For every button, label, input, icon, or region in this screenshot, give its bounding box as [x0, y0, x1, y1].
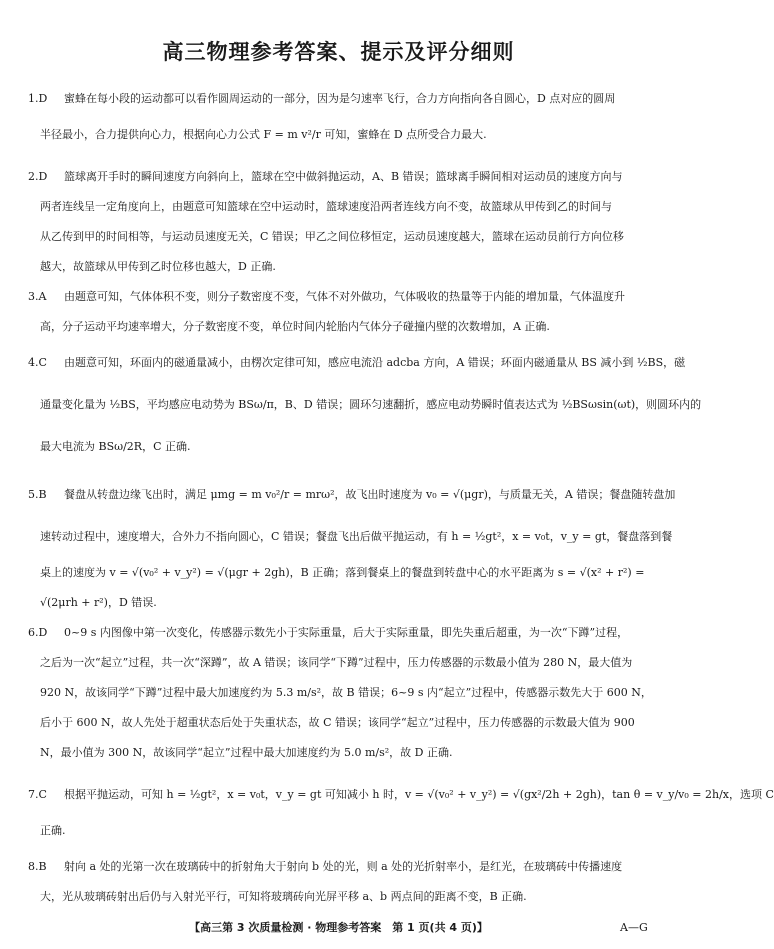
answer-line: 桌上的速度为 v = √(v₀² + v_y²) = √(μgr + 2gh)，B 正确；落到餐桌上的餐盘到转盘中心的水平距离为 s = √(x² + r²) =	[40, 566, 645, 579]
answer-item-1	[0, 84, 677, 156]
answer-line: 通量变化量为 ½BS，平均感应电动势为 BSω/π，B、D 错误；圆环匀速翻折，感应电动势瞬时值表达式为 ½BSωsin(ωt)，则圆环内的	[40, 398, 702, 411]
answer-line: N，最小值为 300 N，故该同学“起立”过程中最大加速度约为 5.0 m/s²，故 D 正确.	[40, 746, 453, 759]
answer-item-7	[0, 774, 774, 846]
answer-line: 越大，故篮球从甲传到乙时位移也越大，D 正确.	[40, 260, 276, 273]
footer-code: A—G	[620, 921, 648, 934]
answer-line: 最大电流为 BSω/2R，C 正确.	[40, 440, 191, 453]
answer-line: 蜜蜂在每小段的运动都可以看作圆周运动的一部分，因为是匀速率飞行，合力方向指向各自圆心，D 点对应的圆周	[64, 92, 616, 105]
answer-item-4	[0, 342, 702, 468]
answer-line: 0~9 s 内图像中第一次变化，传感器示数先小于实际重量，后大于实际重量，即先失重后超重，为一次“下蹲”过程，	[64, 626, 629, 639]
answer-line: 由题意可知，环面内的磁通量减小，由楞次定律可知，感应电流沿 adcba 方向，A 错误；环面内磁通量从 BS 减小到 ½BS，磁	[64, 356, 686, 369]
answer-number: 5.B	[28, 488, 47, 501]
page-title: 高三物理参考答案、提示及评分细则	[162, 40, 515, 64]
answer-list	[0, 84, 774, 912]
answer-item-6	[0, 618, 677, 768]
answer-number: 3.A	[28, 290, 47, 303]
answer-line: 餐盘从转盘边缘飞出时，满足 μmg = m v₀²/r = mrω²，故飞出时速度为 v₀ = √(μgr)，与质量无关，A 错误；餐盘随转盘加	[64, 488, 676, 501]
answer-line: 之后为一次“起立”过程，共一次“深蹲”，故 A 错误；该同学“下蹲”过程中，压力传感器的示数最小值为 280 N，最大值为	[40, 656, 633, 669]
answer-item-2	[0, 162, 677, 282]
footer-page-info: 【高三第 3 次质量检测 · 物理参考答案 第 1 页(共 4 页)】	[189, 921, 488, 934]
answer-line: 高，分子运动平均速率增大，分子数密度不变，单位时间内轮胎内气体分子碰撞内壁的次数增加，A 正确.	[40, 320, 550, 333]
answer-line: 正确.	[40, 824, 66, 837]
answer-line: 从乙传到甲的时间相等，与运动员速度无关，C 错误；甲乙之间位移恒定，运动员速度越大，篮球在运动员前行方向位移	[40, 230, 624, 243]
page-footer	[0, 918, 677, 938]
answer-line: 两者连线呈一定角度向上，由题意可知篮球在空中运动时，篮球速度沿两者连线方向不变，故篮球从甲传到乙的时间与	[40, 200, 612, 213]
answer-number: 2.D	[28, 170, 48, 183]
answer-item-5	[0, 474, 677, 618]
answer-number: 8.B	[28, 860, 47, 873]
answer-item-8	[0, 852, 677, 912]
answer-item-3	[0, 282, 677, 342]
answer-line: 大，光从玻璃砖射出后仍与入射光平行，可知将玻璃砖向光屏平移 a、b 两点间的距离不变，B 正确.	[40, 890, 527, 903]
answer-line: 半径最小，合力提供向心力，根据向心力公式 F = m v²/r 可知，蜜蜂在 D 点所受合力最大.	[40, 128, 487, 141]
answer-line: 后小于 600 N，故人先处于超重状态后处于失重状态，故 C 错误；该同学“起立”过程中，压力传感器的示数最大值为 900	[40, 716, 635, 729]
answer-line: 由题意可知，气体体积不变，则分子数密度不变，气体不对外做功，气体吸收的热量等于内能的增加量，气体温度升	[64, 290, 625, 303]
answer-line: 射向 a 处的光第一次在玻璃砖中的折射角大于射向 b 处的光，则 a 处的光折射率小，是红光，在玻璃砖中传播速度	[64, 860, 623, 873]
answer-line: √(2μrh + r²)，D 错误.	[40, 596, 157, 609]
answer-number: 1.D	[28, 92, 48, 105]
answer-number: 7.C	[28, 788, 47, 801]
answer-line: 根据平抛运动，可知 h = ½gt²，x = v₀t，v_y = gt 可知减小 h 时，v = √(v₀² + v_y²) = √(gx²/2h + 2gh)，tan θ = v_y/v₀ = 2h/x，选项 C	[64, 788, 774, 801]
answer-number: 6.D	[28, 626, 48, 639]
answer-number: 4.C	[28, 356, 47, 369]
answer-line: 速转动过程中，速度增大，合外力不指向圆心，C 错误；餐盘飞出后做平抛运动，有 h = ½gt²，x = v₀t，v_y = gt，餐盘落到餐	[40, 530, 673, 543]
answer-line: 920 N，故该同学“下蹲”过程中最大加速度约为 5.3 m/s²，故 B 错误；6~9 s 内“起立”过程中，传感器示数先大于 600 N，	[40, 686, 652, 699]
answer-line: 篮球离开手时的瞬间速度方向斜向上，篮球在空中做斜抛运动，A、B 错误；篮球离手瞬间相对运动员的速度方向与	[64, 170, 623, 183]
